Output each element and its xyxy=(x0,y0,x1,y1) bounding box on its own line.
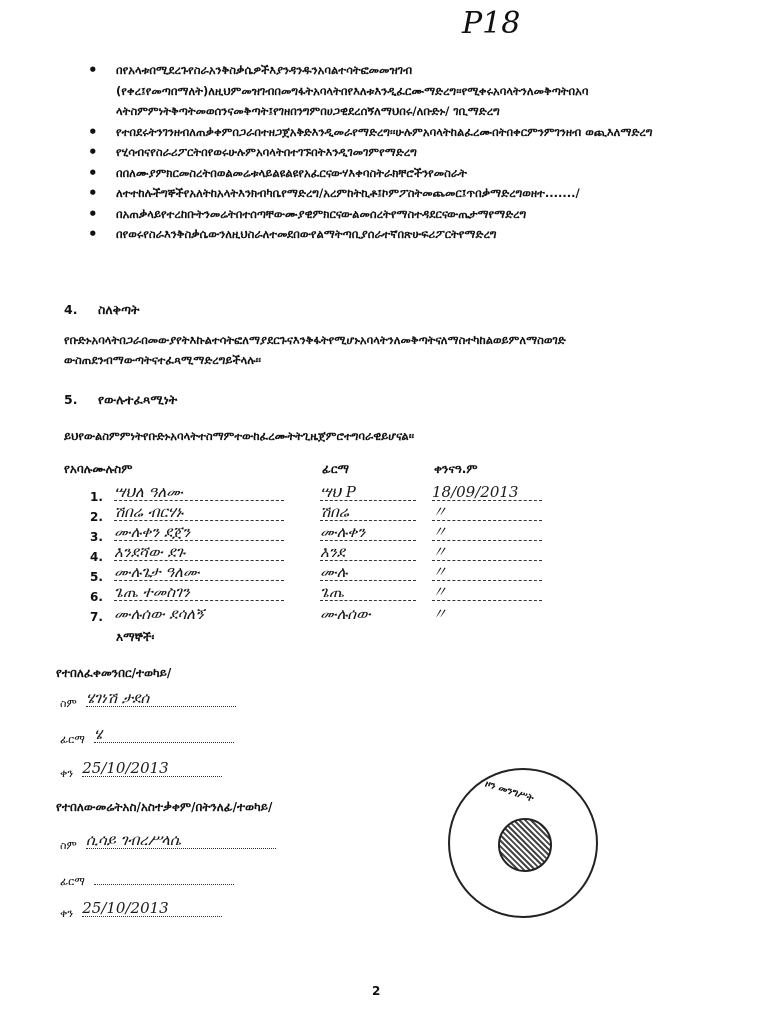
sign-date: 〃 xyxy=(432,504,542,521)
field-label: ፊርማ xyxy=(60,733,85,746)
member-signature: ሙሉሰው xyxy=(320,606,371,622)
row-number: 2. xyxy=(90,510,103,524)
member-name: ሙሉቀን ደጀን xyxy=(114,524,284,541)
section-5-heading xyxy=(64,392,177,408)
land-office-title: የተበለውመሬትአስ/አስተቃቀም/በትንለፊ/ተወካይ/ xyxy=(56,800,273,814)
member-signature: ሽበሬ xyxy=(320,504,416,521)
section-number: 5. xyxy=(64,392,78,407)
row-number: 4. xyxy=(90,550,103,564)
list-item: • ለተተከሉችግኞችየአለትከአላትእንክብካቤየማድረግ/አረምከትኪቶ፤ኮምፖስትመጨመር፤ጥበቃማድረግወዘተ......./ xyxy=(88,183,728,204)
chairperson-date: 25/10/2013 xyxy=(82,760,222,777)
table-row xyxy=(90,584,550,604)
table-row xyxy=(90,564,550,584)
section-5-text: ይህየውልስምምነትየቡድኑአባላትተስማምተውከፈረሙትትጊዜጀምሮተግባራዊይሆናል፡፡ xyxy=(64,429,415,443)
page-mark: P18 xyxy=(462,6,521,41)
member-name: ሽበሬ ብርሃኑ xyxy=(114,504,284,521)
list-item: • በየአላቱበሚደረጉየስራአንቅስቃሴዎችእያንዳንዱንአባልተሳትፎመመዝገብ (የቀረ፤የመጣበማለት)ለዚህምመዝገብበመግፋትአባላትበየእለቱእንዲፈርሙማድረግ፡፡የሚቀሩአባላትንለመቅጣትበአባ ላትስምምነትቅጣትመወሰንናመቅጣት፤የገዘበንግምበሀጋዊደረሰኝለማህበሩ/ለቡድኑ/ ገቢማድረግ xyxy=(88,60,728,122)
chairperson-title: የተበለፈቀመንበር/ተወካይ/ xyxy=(56,666,172,680)
column-header-name: የአባሉሙሉስም xyxy=(64,462,133,476)
section-number: 4. xyxy=(64,302,78,317)
list-item: • የሂሳብናየስራሪፖርትበየወሩሁሉምአባላትበተገኙበትእንዲገመገምየማድረግ xyxy=(88,142,728,163)
row-number: 6. xyxy=(90,590,103,604)
section-title: የውሉተፈጻሚነት xyxy=(98,392,178,407)
witnesses-label: እማኞች፡ xyxy=(116,630,155,644)
list-item: • በየወሩየስራእንቅስቃሴውንለዚህስራለተመደበውየልማትጣቢያሰራተኛበጽሁፍሪፖርትየማድረግ xyxy=(88,224,728,245)
field-label: ስም xyxy=(60,697,77,710)
duties-list xyxy=(88,60,728,245)
field-label: ቀን xyxy=(60,767,74,780)
member-signature: ጌጤ xyxy=(320,584,416,601)
section-4-heading xyxy=(64,302,139,318)
list-item: • የተበደሩትንገንዘብለጠቃቀምበጋራበተዘጋጀአቅድእንዲመራየማድረግ፡፡ሁሉምአባላትከልፈረሙበትበቀርምንምገንዘብ ወጪእለማድረግ xyxy=(88,122,728,143)
member-name: ሙሉጌታ ዓለሙ xyxy=(114,564,284,581)
table-row xyxy=(90,504,550,524)
sign-date: 18/09/2013 xyxy=(432,484,542,501)
list-item: • በአጠቃላይየተረከቡትንመሬትበተሰጣቸውሙያዊምክርናውልመሰረትየማስተዳደርናውጤታማየማድረግ xyxy=(88,204,728,225)
land-office-date: 25/10/2013 xyxy=(82,900,222,917)
member-name: ሣህለ ዓለሙ xyxy=(114,484,284,501)
table-row xyxy=(90,544,550,564)
land-office-name: ሲሳይ ገብረሥላሴ xyxy=(86,832,276,849)
land-office-signature-field xyxy=(60,870,260,890)
land-office-signature xyxy=(94,870,234,885)
chairperson-signature-field xyxy=(60,726,260,746)
stamp-text: ዞን መንግሥት xyxy=(483,778,535,805)
column-header-date: ቀንናዓ.ም xyxy=(434,462,478,476)
row-number: 1. xyxy=(90,490,103,504)
member-signature: እንደ xyxy=(320,544,416,561)
page-number: 2 xyxy=(372,984,381,998)
chairperson-signature: ሄ xyxy=(94,726,234,743)
table-row xyxy=(90,606,550,626)
table-row xyxy=(90,484,550,504)
field-label: ስም xyxy=(60,839,77,852)
list-item: • በበለሙያምክርመስረትበወልመሬቱላይልዩልዩየአፈርናውሃእቀባስትራክቸሮችንየመስራት xyxy=(88,163,728,184)
chairperson-name-field xyxy=(60,690,260,710)
sign-date: 〃 xyxy=(432,524,542,541)
table-row xyxy=(90,524,550,544)
section-4-text: የቡድኑአባላትበጋራበመውያየትእኩልተሳትፎለማያደርጉናእንቅፋትየሚሆኑአባላትንለመቅጣትናለማስተካከልወይምለማስወገድ ውስጠደንብማውጣትናተፈጻሚማድረግይችላሉ፡፡ xyxy=(64,333,566,367)
sign-date: 〃 xyxy=(432,544,542,561)
member-signature: ሙሉ xyxy=(320,564,416,581)
row-number: 3. xyxy=(90,530,103,544)
sign-date: 〃 xyxy=(432,606,448,622)
official-stamp xyxy=(448,768,598,918)
column-header-signature: ፊርማ xyxy=(322,462,350,476)
land-office-date-field xyxy=(60,900,260,920)
member-name: ጌጤ ተመስገን xyxy=(114,584,284,601)
sign-date: 〃 xyxy=(432,584,542,601)
member-name: ሙሉሰው ደሳለኝ xyxy=(114,606,204,622)
row-number: 7. xyxy=(90,610,103,624)
field-label: ቀን xyxy=(60,907,74,920)
row-number: 5. xyxy=(90,570,103,584)
stamp-emblem-icon xyxy=(498,818,552,872)
member-signature: ሙሉቀን xyxy=(320,524,416,541)
sign-date: 〃 xyxy=(432,564,542,581)
land-office-name-field xyxy=(60,832,310,852)
member-name: እንደሻው ደጉ xyxy=(114,544,284,561)
section-title: ስለቅጣት xyxy=(98,302,140,317)
chairperson-name: ሄገነሽ ታደሰ xyxy=(86,690,236,707)
field-label: ፊርማ xyxy=(60,875,85,888)
chairperson-date-field xyxy=(60,760,260,780)
member-signature: ሣህ P xyxy=(320,484,416,501)
